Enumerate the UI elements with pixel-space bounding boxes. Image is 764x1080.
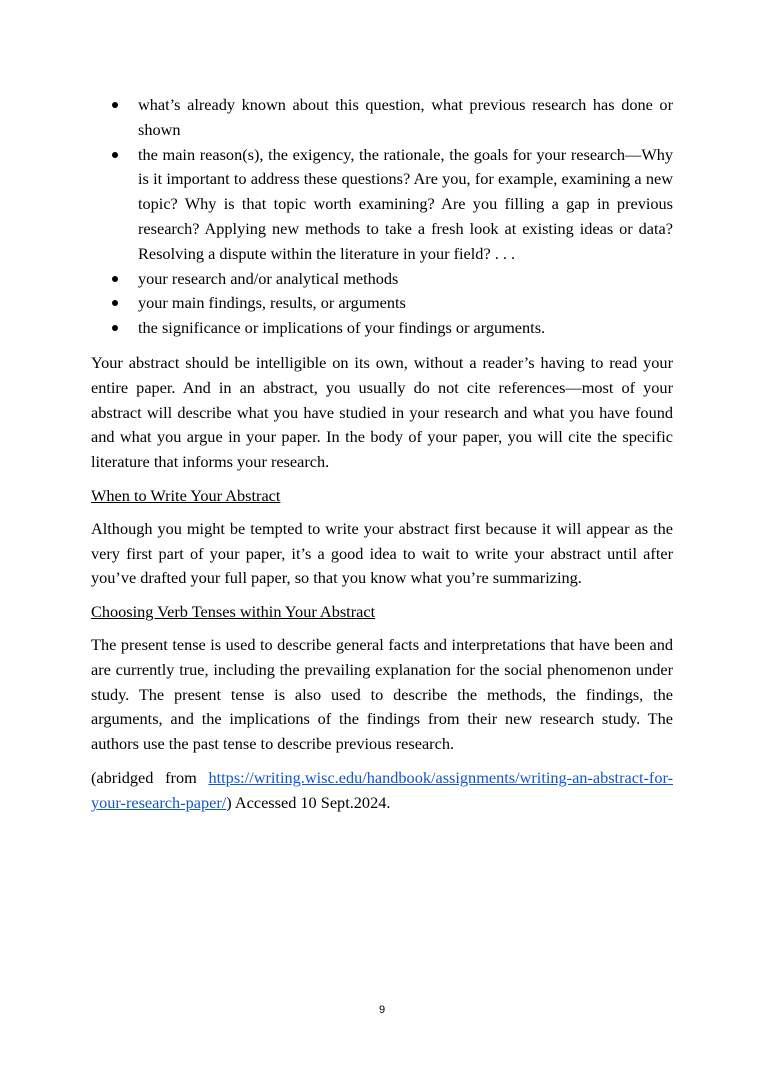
list-item-text: your main findings, results, or arguments — [138, 293, 406, 313]
list-item — [91, 291, 673, 316]
list-item — [91, 267, 673, 292]
bullet-icon — [112, 102, 118, 108]
when-to-write-paragraph: Although you might be tempted to write your abstract first because it will appear as the very first part of your paper, it’s a good idea to wait to write your abstract until after you’ve drafted your full paper, so that you know what you’re summarizing. — [91, 518, 673, 588]
document-page — [91, 93, 673, 816]
list-item — [91, 143, 673, 267]
page-number: 9 — [378, 1004, 386, 1016]
bullet-icon — [112, 325, 118, 331]
source-suffix: ) Accessed 10 Sept.2024. — [226, 792, 391, 812]
verb-tenses-heading: Choosing Verb Tenses within Your Abstract — [91, 602, 376, 622]
list-item-text: the significance or implications of your findings or arguments. — [138, 318, 546, 338]
source-prefix: (abridged from — [91, 767, 209, 787]
list-item-text: your research and/or analytical methods — [138, 268, 399, 288]
list-item-text: what’s already known about this question, what previous research has done or shown — [138, 95, 673, 139]
list-item-text: the main reason(s), the exigency, the rationale, the goals for your research—Why is it important to address these questions? Are you, for example, examining a new topic? Why is that topic worth examining? Are you filling a gap in previous research? Applying new methods to take a fresh look at existing ideas or data? Resolving a dispute within the literature in your field? . . . — [138, 144, 673, 263]
bullet-icon — [112, 300, 118, 306]
source-citation — [91, 766, 673, 816]
list-item — [91, 316, 673, 341]
when-to-write-heading: When to Write Your Abstract — [91, 485, 281, 505]
list-item — [91, 93, 673, 143]
abstract-contents-list — [91, 93, 673, 341]
verb-tenses-paragraph: The present tense is used to describe general facts and interpretations that have been and are currently true, including the prevailing explanation for the social phenomenon under study. The present tense is also used to describe the methods, the findings, the arguments, and the implications of the findings from their new research study. The authors use the past tense to describe previous research. — [91, 634, 673, 754]
source-link[interactable]: https://writing.wisc.edu/handbook/assignments/writing-an-abstract-for-your-research-paper/ — [91, 767, 673, 812]
bullet-icon — [112, 276, 118, 282]
bullet-icon — [112, 152, 118, 158]
abstract-intelligibility-paragraph: Your abstract should be intelligible on its own, without a reader’s having to read your entire paper. And in an abstract, you usually do not cite references—most of your abstract will describe what you have studied in your research and what you have found and what you argue in your paper. In the body of your paper, you will cite the specific literature that informs your research. — [91, 352, 673, 472]
